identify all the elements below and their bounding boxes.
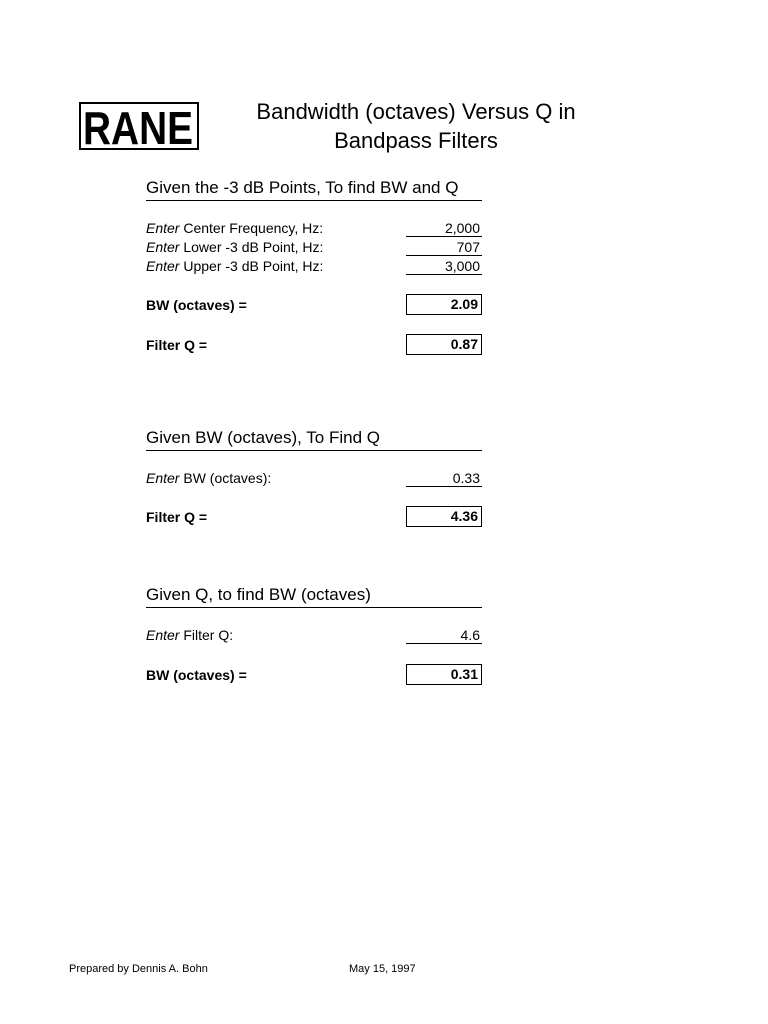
upper-point-input[interactable]: 3,000 [406, 257, 482, 275]
page-title [232, 97, 600, 155]
bw-result-label-3: BW (octaves) = [146, 667, 247, 683]
q-result-row-2 [146, 508, 482, 527]
section-1-heading: Given the -3 dB Points, To find BW and Q [146, 178, 482, 201]
bw-result-label-1: BW (octaves) = [146, 297, 247, 313]
center-frequency-input[interactable]: 2,000 [406, 219, 482, 237]
bw-input-row [146, 469, 482, 488]
footer-author: Prepared by Dennis A. Bohn [69, 963, 208, 975]
bw-result-row-3 [146, 666, 482, 685]
bw-result-row-1 [146, 296, 482, 315]
section-3-heading: Given Q, to find BW (octaves) [146, 585, 482, 608]
lower-point-label: Enter Lower -3 dB Point, Hz: [146, 239, 324, 255]
center-frequency-label: Enter Center Frequency, Hz: [146, 220, 324, 236]
bw-input[interactable]: 0.33 [406, 469, 482, 487]
section-2-heading: Given BW (octaves), To Find Q [146, 428, 482, 451]
logo-text: RANE [83, 102, 193, 154]
q-result-value-1: 0.87 [406, 334, 482, 355]
q-input[interactable]: 4.6 [406, 626, 482, 644]
q-result-value-2: 4.36 [406, 506, 482, 527]
q-result-row-1 [146, 336, 482, 355]
upper-point-row [146, 257, 482, 276]
title-line-2: Bandpass Filters [334, 128, 498, 153]
q-input-label: Enter Filter Q: [146, 627, 234, 643]
upper-point-label: Enter Upper -3 dB Point, Hz: [146, 258, 324, 274]
lower-point-row [146, 238, 482, 257]
q-input-row [146, 626, 482, 645]
lower-point-input[interactable]: 707 [406, 238, 482, 256]
q-result-label-2: Filter Q = [146, 509, 208, 525]
bw-result-value-1: 2.09 [406, 294, 482, 315]
bw-result-value-3: 0.31 [406, 664, 482, 685]
center-frequency-row [146, 219, 482, 238]
q-result-label-1: Filter Q = [146, 337, 208, 353]
title-line-1: Bandwidth (octaves) Versus Q in [256, 99, 576, 124]
bw-input-label: Enter BW (octaves): [146, 470, 272, 486]
rane-logo [79, 102, 199, 154]
footer-date: May 15, 1997 [349, 963, 416, 975]
